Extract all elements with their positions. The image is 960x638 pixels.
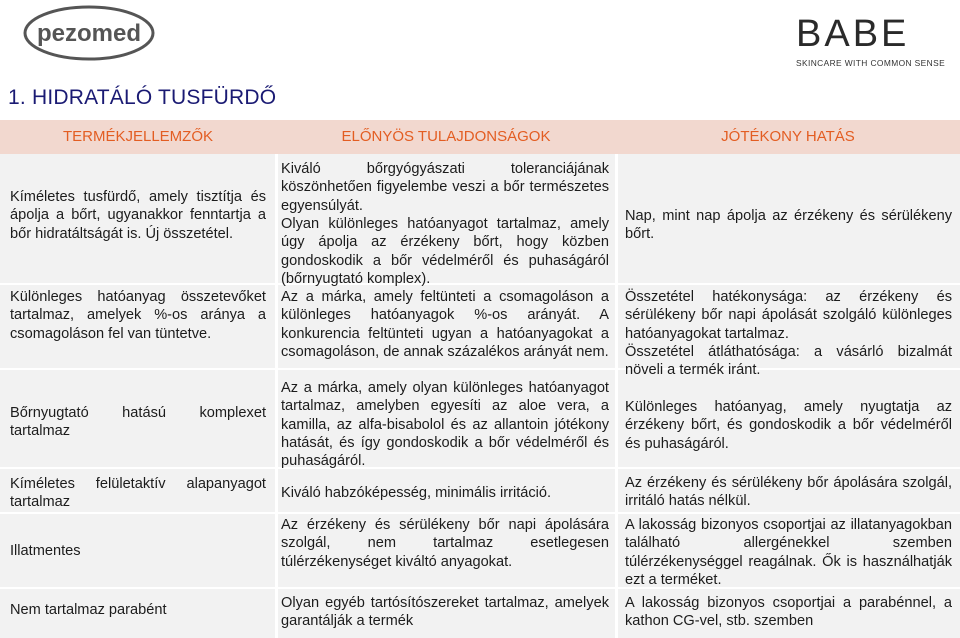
advantage-cell: Az a márka, amely feltünteti a csomagoláson a különleges hatóanyagok %-os arányát. A konkurencia feltünteti ugyan a hatóanyagokat a csomagoláson, de annak százalékos arányát nem. (281, 289, 609, 360)
benefit-cell: Nap, mint nap ápolja az érzékeny és sérülékeny bőrt. (625, 208, 952, 243)
feature-cell: Különleges hatóanyag összetevőket tartalmaz, amelyek %-os aránya a csomagoláson fel van tüntetve. (10, 289, 266, 342)
benefit-cell: A lakosság bizonyos csoportjai a parabénnel, a kathon CG-vel, stb. szemben (625, 595, 952, 630)
table-header-row (0, 120, 960, 154)
pezomed-logo (22, 4, 156, 62)
row-divider (0, 512, 960, 514)
feature-cell: Kíméletes tusfürdő, amely tisztítja és ápolja a bőrt, ugyanakkor fenntartja a bőr hidratáltságát is. Új összetétel. (10, 189, 266, 242)
advantage-cell: Olyan különleges hatóanyagot tartalmaz, amely úgy ápolja az érzékeny bőrt, hogy közben gondoskodik a bőr védelméről és puhaságáról (bőrnyugtató komplex). (281, 216, 609, 287)
header-advantages: ELŐNYÖS TULAJDONSÁGOK (341, 128, 551, 145)
benefit-cell: A lakosság bizonyos csoportjai az illatanyagokban található allergénekkel szemben túlérzékenységgel reagálnak. Ők is használhatják ezt a terméket. (625, 517, 952, 588)
advantage-cell: Az a márka, amely olyan különleges hatóanyagot tartalmaz, amelyben egyesíti az aloe vera, a kamilla, az alfa-bisabolol és az allantoin jótékony hatását, és így gondoskodik a bőr védelméről és puhaságáról. (281, 380, 609, 470)
page-title: 1. HIDRATÁLÓ TUSFÜRDŐ (8, 86, 277, 109)
benefit-cell: Különleges hatóanyag, amely nyugtatja az érzékeny bőrt, és gondoskodik a bőr védelméről és puhaságáról. (625, 399, 952, 452)
feature-cell: Nem tartalmaz parabént (10, 602, 167, 618)
babe-logo (796, 13, 946, 72)
header-product-features: TERMÉKJELLEMZŐK (62, 128, 214, 145)
benefit-cell: Összetétel hatékonysága: az érzékeny és sérülékeny bőr napi ápolását szolgáló különleges hatóanyagokat tartalmaz. (625, 289, 952, 342)
benefit-cell: Összetétel átláthatósága: a vásárló bizalmát növeli a termék iránt. (625, 344, 952, 379)
benefit-cell: Az érzékeny és sérülékeny bőr ápolására szolgál, irritáló hatás nélkül. (625, 475, 952, 510)
advantage-cell: Kiváló bőrgyógyászati toleranciájának köszönhetően figyelembe veszi a bőr természetes egyensúlyát. (281, 161, 609, 214)
feature-cell: Bőrnyugtató hatású komplexet tartalmaz (10, 405, 266, 440)
babe-tagline: SKINCARE WITH COMMON SENSE (796, 58, 946, 68)
feature-cell: Kíméletes felületaktív alapanyagot tartalmaz (10, 476, 266, 511)
advantage-cell: Olyan egyéb tartósítószereket tartalmaz, amelyek garantálják a termék (281, 595, 609, 630)
header-benefits: JÓTÉKONY HATÁS (721, 128, 855, 145)
column-divider (275, 154, 278, 638)
advantage-cell: Kiváló habzóképesség, minimális irritáció. (281, 485, 552, 501)
feature-cell: Illatmentes (10, 543, 81, 559)
advantage-cell: Az érzékeny és sérülékeny bőr napi ápolására szolgál, nem tartalmaz esetlegesen túlérzékenységet kiváltó anyagokat. (281, 517, 609, 570)
column-divider (615, 154, 618, 638)
pezomed-logo-text: pezomed (36, 20, 142, 47)
babe-logo-text: BABE (796, 13, 910, 55)
